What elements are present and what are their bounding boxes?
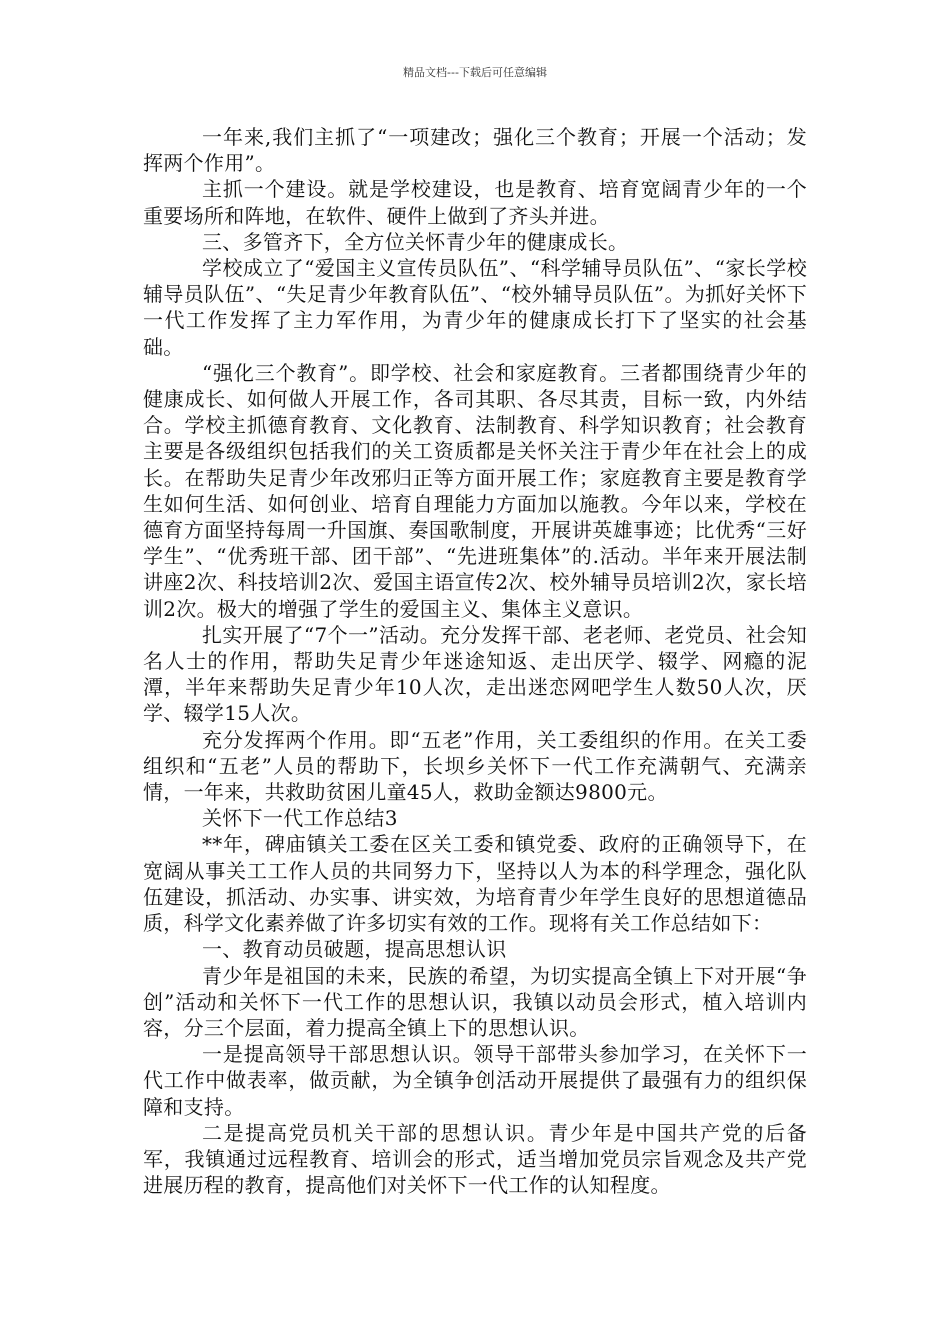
document-body [143, 124, 807, 1198]
paragraph-6: 扎实开展了“7个一”活动。充分发挥干部、老老师、老党员、社会知名人士的作用，帮助失足青少年迷途知返、走出厌学、辍学、网瘾的泥潭，半年来帮助失足青少年10人次，走出迷恋网吧学生人数50人次，厌学、辍学15人次。 [143, 622, 807, 726]
paragraph-1: 一年来,我们主抓了“一项建改；强化三个教育；开展一个活动；发挥两个作用”。 [143, 125, 807, 176]
section-title-summary-3: 关怀下一代工作总结3 [202, 806, 398, 831]
paragraph-7: 充分发挥两个作用。即“五老”作用，关工委组织的作用。在关工委组织和“五老”人员的帮助下，长坝乡关怀下一代工作充满朝气、充满亲情，一年来，共救助贫困儿童45人，救助金额达9800元。 [143, 727, 807, 805]
paragraph-13: 二是提高党员机关干部的思想认识。青少年是中国共产党的后备军，我镇通过远程教育、培训会的形式，适当增加党员宗旨观念及共产党进展历程的教育，提高他们对关怀下一代工作的认知程度。 [143, 1120, 807, 1198]
paragraph-11: 青少年是祖国的未来，民族的希望，为切实提高全镇上下对开展“争创”活动和关怀下一代工作的思想认识，我镇以动员会形式，植入培训内容，分三个层面，着力提高全镇上下的思想认识。 [143, 963, 807, 1040]
paragraph-4: 学校成立了“爱国主义宣传员队伍”、“科学辅导员队伍”、“家长学校辅导员队伍”、“失足青少年教育队伍”、“校外辅导员队伍”。为抓好关怀下一代工作发挥了主力军作用，为青少年的健康成长打下了坚实的社会基础。 [143, 256, 807, 359]
paragraph-12: 一是提高领导干部思想认识。领导干部带头参加学习，在关怀下一代工作中做表率，做贡献，为全镇争创活动开展提供了最强有力的组织保障和支持。 [143, 1042, 807, 1119]
section-heading-3: 三、多管齐下，全方位关怀青少年的健康成长。 [202, 229, 629, 254]
paragraph-2: 主抓一个建设。就是学校建设，也是教育、培育宽阔青少年的一个重要场所和阵地，在软件、硬件上做到了齐头并进。 [143, 177, 807, 228]
paragraph-5: “强化三个教育”。即学校、社会和家庭教育。三者都围绕青少年的健康成长、如何做人开展工作，各司其职、各尽其责，目标一致，内外结合。学校主抓德育教育、文化教育、法制教育、科学知识教育；社会教育主要是各级组织包括我们的关工资质都是关怀关注于青少年在社会上的成长。在帮助失足青少年改邪归正等方面开展工作；家庭教育主要是教育学生如何生活、如何创业、培育自理能力方面加以施教。今年以来，学校在德育方面坚持每周一升国旗、奏国歌制度，开展讲英雄事迹；比优秀“三好学生”、“优秀班干部、团干部”、“先进班集体”的.活动。半年来开展法制讲座2次、科技培训2次、爱国主语宣传2次、校外辅导员培训2次，家长培训2次。极大的增强了学生的爱国主义、集体主义意识。 [143, 360, 807, 621]
paragraph-9: **年，碑庙镇关工委在区关工委和镇党委、政府的正确领导下，在宽阔从事关工工作人员的共同努力下，坚持以人为本的科学理念，强化队伍建设，抓活动、办实事、讲实效，为培育青少年学生良好的思想道德品质，科学文化素养做了许多切实有效的工作。现将有关工作总结如下： [143, 832, 807, 936]
page-header: 精品文档---下载后可任意编辑 [403, 66, 547, 79]
section-heading-10: 一、教育动员破题，提高思想认识 [202, 937, 507, 962]
